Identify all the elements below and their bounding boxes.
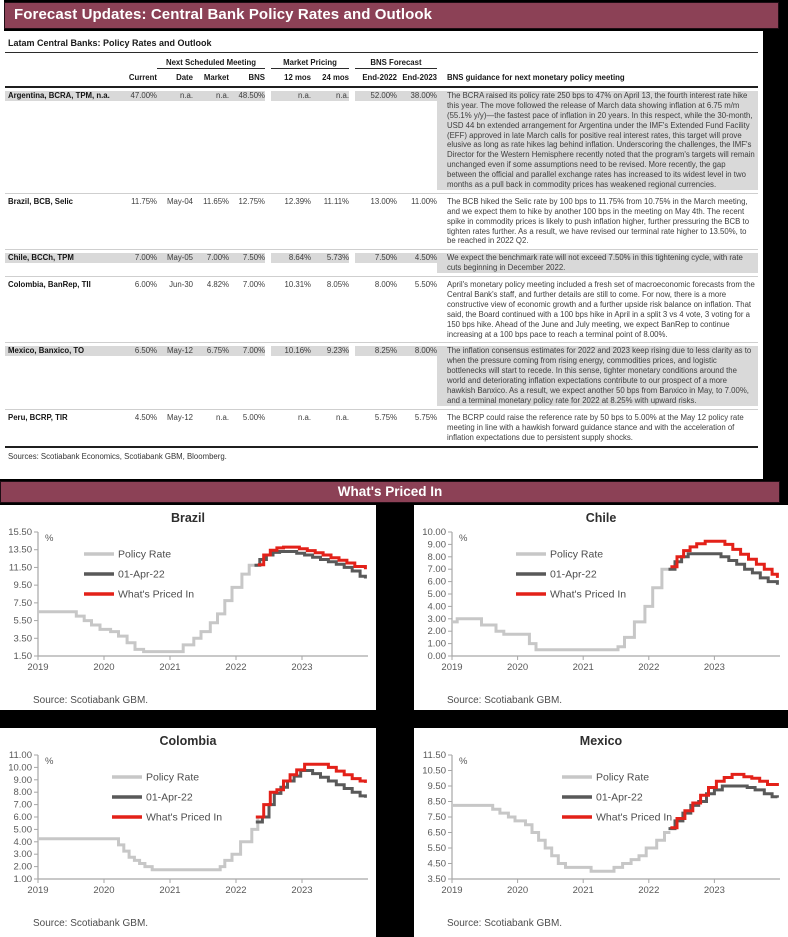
legend-label: Policy Rate: [146, 771, 200, 784]
01-apr-22-line: [669, 786, 778, 829]
cell-market: n.a.: [215, 412, 229, 422]
cell-m12: 10.31%: [284, 280, 311, 290]
chile-chart-panel: [414, 505, 788, 710]
legend-label: 01-Apr-22: [550, 568, 597, 581]
svg-text:8.50: 8.50: [427, 796, 446, 808]
svg-text:2023: 2023: [291, 885, 313, 896]
cell-end2022: 13.00%: [370, 196, 397, 206]
table-row: [5, 88, 758, 193]
cell-m12: n.a.: [297, 412, 311, 422]
mexico-chart-panel: [414, 728, 788, 937]
legend-label: Policy Rate: [118, 548, 172, 561]
cell-end2023: 8.00%: [397, 346, 437, 356]
cell-guidance: The BCRP could raise the reference rate by 50 bps to 5.00% at the May 12 policy rate meeting in line with a hawkish forward guidance stance and with the acceleration of inflation expectations due to persistent supply shocks.: [447, 412, 744, 442]
legend-label: What's Priced In: [550, 588, 627, 601]
table-row: [5, 342, 758, 408]
table-body: [5, 88, 758, 446]
mexico-chart: [414, 751, 788, 909]
cell-m24: 5.73%: [311, 253, 349, 263]
group-header-next-meeting: Next Scheduled Meeting: [157, 58, 265, 69]
legend-label: 01-Apr-22: [146, 791, 193, 804]
cell-end2023: 5.50%: [414, 280, 437, 290]
y-axis-unit-label: %: [45, 533, 54, 544]
chart-source: Source: Scotiabank GBM.: [33, 918, 149, 929]
svg-text:8.00: 8.00: [427, 551, 446, 563]
col-header-end2022: End-2022: [362, 73, 397, 82]
svg-text:5.50: 5.50: [13, 615, 32, 627]
table-column-header-row: [5, 70, 758, 84]
cell-m12: 12.39%: [284, 196, 311, 206]
legend-label: Policy Rate: [550, 548, 604, 561]
table-row: [5, 276, 758, 342]
svg-text:2020: 2020: [93, 662, 115, 673]
legend-label: 01-Apr-22: [118, 568, 165, 581]
cell-bns: 7.50%: [229, 253, 265, 263]
chile-chart: [414, 528, 788, 686]
svg-text:11.00: 11.00: [8, 751, 32, 761]
table-sources: Sources: Scotiabank Economics, Scotiabank GBM, Bloomberg.: [8, 451, 227, 461]
svg-text:15.50: 15.50: [8, 528, 32, 538]
svg-text:2019: 2019: [27, 885, 49, 896]
svg-text:13.50: 13.50: [8, 544, 32, 556]
divider: [5, 52, 758, 53]
chart-title: Chile: [585, 511, 617, 525]
svg-text:2022: 2022: [225, 885, 247, 896]
section-title: What's Priced In: [337, 484, 443, 499]
cell-date: May-12: [167, 412, 193, 422]
cell-m24: n.a.: [311, 91, 349, 101]
svg-text:2021: 2021: [159, 662, 181, 673]
chart-title: Mexico: [579, 734, 623, 748]
svg-text:5.00: 5.00: [427, 589, 446, 600]
policy-rate-line: [452, 569, 670, 650]
svg-text:10.50: 10.50: [422, 765, 446, 777]
svg-text:4.00: 4.00: [13, 836, 32, 848]
chart-title: Brazil: [170, 511, 206, 525]
cell-date: n.a.: [157, 91, 193, 101]
cell-m12: 8.64%: [271, 253, 311, 263]
svg-text:3.00: 3.00: [427, 613, 446, 625]
svg-text:2022: 2022: [225, 662, 247, 673]
svg-text:2021: 2021: [572, 662, 594, 673]
svg-text:2.00: 2.00: [13, 861, 32, 873]
cell-bank: Chile, BCCh, TPM: [5, 253, 115, 263]
cell-m24: 9.23%: [311, 346, 349, 356]
svg-text:9.50: 9.50: [13, 580, 32, 592]
cell-bns: 5.00%: [242, 412, 265, 422]
svg-text:5.50: 5.50: [427, 843, 446, 854]
svg-text:9.00: 9.00: [13, 774, 32, 786]
svg-text:2020: 2020: [507, 885, 529, 896]
svg-text:9.50: 9.50: [427, 781, 446, 792]
cell-end2023: 11.00%: [411, 196, 437, 206]
cell-end2022: 52.00%: [355, 91, 397, 101]
svg-text:1.00: 1.00: [13, 874, 32, 885]
svg-text:2023: 2023: [703, 885, 725, 896]
brazil-chart: [0, 528, 376, 686]
svg-text:3.50: 3.50: [427, 874, 446, 885]
svg-text:2021: 2021: [159, 885, 181, 896]
cell-guidance: The inflation consensus estimates for 2022 and 2023 keep rising due to less clarity as to when the pressure coming from rising energy, commodities prices, and logistic bottlenecks will start to recede. In this sense, tighter monetary conditions around the world and deteriorating inflation expectations contribute to our prospect of a more hawkish Banxico. As a result, we expect another 50 bps from Banxico in May, to 7.00%, and a terminal monetary policy rate for 2022 at 8.25% with upward risks.: [437, 346, 758, 405]
svg-text:6.00: 6.00: [13, 812, 32, 823]
y-axis-unit-label: %: [45, 756, 54, 767]
cell-bank: Peru, BCRP, TIR: [8, 412, 68, 422]
cell-bank: Brazil, BCB, Selic: [8, 196, 73, 206]
cell-date: Jun-30: [169, 280, 193, 290]
cell-end2023: 5.75%: [414, 412, 437, 422]
group-header-bns-forecast: BNS Forecast: [355, 58, 437, 69]
group-header-market-pricing: Market Pricing: [271, 58, 349, 69]
cell-end2023: 4.50%: [397, 253, 437, 263]
y-axis-unit-label: %: [459, 533, 468, 544]
svg-text:0.00: 0.00: [427, 651, 446, 662]
svg-text:3.50: 3.50: [13, 633, 32, 645]
legend-label: What's Priced In: [118, 588, 195, 601]
cell-bns: 12.75%: [238, 196, 265, 206]
svg-text:1.50: 1.50: [13, 651, 32, 662]
cell-bank: Colombia, BanRep, TII: [8, 280, 91, 290]
table-group-header-row: [5, 56, 758, 70]
cell-m12: 10.16%: [271, 346, 311, 356]
svg-text:2022: 2022: [638, 885, 660, 896]
col-header-guidance: BNS guidance for next monetary policy meeting: [447, 73, 625, 82]
cell-bns: 48.50%: [229, 91, 265, 101]
y-axis-unit-label: %: [459, 756, 468, 767]
svg-text:6.50: 6.50: [427, 827, 446, 839]
table-title: Latam Central Banks: Policy Rates and Outlook: [8, 38, 212, 48]
col-header-12mos: 12 mos: [284, 73, 311, 82]
cell-guidance: The BCB hiked the Selic rate by 100 bps to 11.75% from 10.75% in the March meeting, and we expect them to hike by another 100 bps in the meeting on May 4th. The recent spike in commodity prices is likely to push inflation higher, further pressuring the BCB to tighten rates further. As a result, we have revised our terminal rate higher to 13.50%, to be reached in 2022 Q2.: [447, 196, 750, 246]
table-row: [5, 249, 758, 276]
policy-rates-table-panel: [0, 31, 763, 479]
col-header-current: Current: [128, 73, 157, 82]
01-apr-22-line: [669, 554, 778, 585]
cell-guidance: The BCRA raised its policy rate 250 bps to 47% on April 13, the fourth interest rate hike this year. The move followed the release of March data showing inflation at 6.75 m/m (55.1% y/y)—the fastest pace of inflation in 20 years. In this respect, while the 30-month, USD 44 bn extended arrangement for Argentina under the IMF's Extended Fund Facility (EFF) approved in late March calls for positive real interest rates, this target will prove elusive as long as rate hikes lag behind inflation. Underscoring the challenges, the IMF's Director for the Western Hemisphere recently noted that the program's targets will remain unchanged even if some assumptions need to be revised. More recently, the gap between the official and parallel exchange rates has increased to its widest level in two months as a pull back in commodity prices has weakened regional currencies.: [437, 91, 758, 190]
svg-text:4.00: 4.00: [427, 601, 446, 613]
table-row: [5, 193, 758, 249]
svg-text:2019: 2019: [27, 662, 49, 673]
svg-text:7.50: 7.50: [13, 597, 32, 609]
svg-text:6.00: 6.00: [427, 576, 446, 588]
col-header-24mos: 24 mos: [322, 73, 349, 82]
cell-date: May-12: [157, 346, 193, 356]
chart-source: Source: Scotiabank GBM.: [33, 695, 149, 706]
cell-end2022: 7.50%: [355, 253, 397, 263]
svg-text:2019: 2019: [441, 885, 463, 896]
svg-text:2023: 2023: [291, 662, 313, 673]
svg-text:2019: 2019: [441, 662, 463, 673]
chart-title: Colombia: [159, 734, 217, 748]
cell-bns: 7.00%: [242, 280, 265, 290]
cell-bank: Mexico, Banxico, TO: [5, 346, 115, 356]
svg-text:7.00: 7.00: [427, 564, 446, 576]
cell-end2022: 5.75%: [374, 412, 397, 422]
cell-m12: n.a.: [271, 91, 311, 101]
cell-current: 7.00%: [115, 253, 157, 263]
chart-source: Source: Scotiabank GBM.: [447, 695, 563, 706]
cell-guidance: We expect the benchmark rate will not exceed 7.50% in this tightening cycle, with rate cuts beginning in December 2022.: [437, 253, 758, 273]
cell-market: 11.65%: [203, 196, 229, 206]
colombia-chart: [0, 751, 376, 909]
chart-source: Source: Scotiabank GBM.: [447, 918, 563, 929]
cell-market: 7.00%: [193, 253, 229, 263]
cell-date: May-04: [167, 196, 193, 206]
svg-text:2023: 2023: [703, 662, 725, 673]
svg-text:11.50: 11.50: [8, 562, 32, 574]
cell-end2022: 8.00%: [374, 280, 397, 290]
cell-current: 11.75%: [131, 196, 157, 206]
cell-m24: 8.05%: [326, 280, 349, 290]
cell-end2023: 38.00%: [397, 91, 437, 101]
cell-m24: 11.11%: [323, 196, 349, 206]
colombia-chart-panel: [0, 728, 376, 937]
svg-text:7.50: 7.50: [427, 812, 446, 823]
cell-guidance: April's monetary policy meeting included a fresh set of macroeconomic forecasts from the Central Bank's staff, and further details are still to come. For now, there is a more constructive view of economic growth and a further upside risk balance on inflation. That said, the Board continued with a 100 bps hike in April in a split 3 vs 4 vote, 3 voting for a 150 bps hike. Ahead of the June and July meeting, we expect BanRep to continue increasing at a 100 bps pace to reach a terminal point of 8.00%.: [447, 280, 755, 339]
col-header-date: Date: [176, 73, 193, 82]
svg-text:2021: 2021: [572, 885, 594, 896]
legend-label: What's Priced In: [596, 811, 673, 824]
svg-text:4.50: 4.50: [427, 858, 446, 870]
svg-text:1.00: 1.00: [427, 638, 446, 650]
cell-m24: n.a.: [335, 412, 349, 422]
cell-market: n.a.: [193, 91, 229, 101]
svg-text:9.00: 9.00: [427, 539, 446, 551]
col-header-end2023: End-2023: [402, 73, 437, 82]
svg-text:2020: 2020: [93, 885, 115, 896]
section-bar-whats-priced-in: [0, 481, 780, 503]
legend-label: What's Priced In: [146, 811, 223, 824]
cell-market: 4.82%: [206, 280, 229, 290]
col-header-market: Market: [203, 73, 229, 82]
svg-text:11.50: 11.50: [422, 751, 446, 761]
svg-text:10.00: 10.00: [8, 762, 32, 774]
report-title-bar: [4, 2, 779, 29]
svg-text:2.00: 2.00: [427, 626, 446, 638]
svg-text:10.00: 10.00: [422, 528, 446, 538]
cell-date: May-05: [157, 253, 193, 263]
svg-text:8.00: 8.00: [13, 787, 32, 799]
report-title: Forecast Updates: Central Bank Policy Rates and Outlook: [14, 6, 433, 23]
legend-label: Policy Rate: [596, 771, 650, 784]
cell-bns: 7.00%: [229, 346, 265, 356]
svg-text:5.00: 5.00: [13, 824, 32, 836]
cell-current: 4.50%: [134, 412, 157, 422]
what-s-priced-in-line: [670, 774, 777, 827]
cell-current: 6.50%: [115, 346, 157, 356]
svg-text:3.00: 3.00: [13, 849, 32, 861]
table-row: [5, 409, 758, 446]
cell-market: 6.75%: [193, 346, 229, 356]
cell-current: 6.00%: [134, 280, 157, 290]
cell-bank: Argentina, BCRA, TPM, n.a.: [5, 91, 115, 101]
col-header-bns: BNS: [248, 73, 265, 82]
svg-text:2022: 2022: [638, 662, 660, 673]
what-s-priced-in-line: [256, 764, 366, 817]
legend-label: 01-Apr-22: [596, 791, 643, 804]
brazil-chart-panel: [0, 505, 376, 710]
cell-current: 47.00%: [115, 91, 157, 101]
cell-end2022: 8.25%: [355, 346, 397, 356]
svg-text:2020: 2020: [507, 662, 529, 673]
01-apr-22-line: [256, 771, 366, 823]
policy-rate-line: [38, 817, 258, 870]
svg-text:7.00: 7.00: [13, 799, 32, 811]
